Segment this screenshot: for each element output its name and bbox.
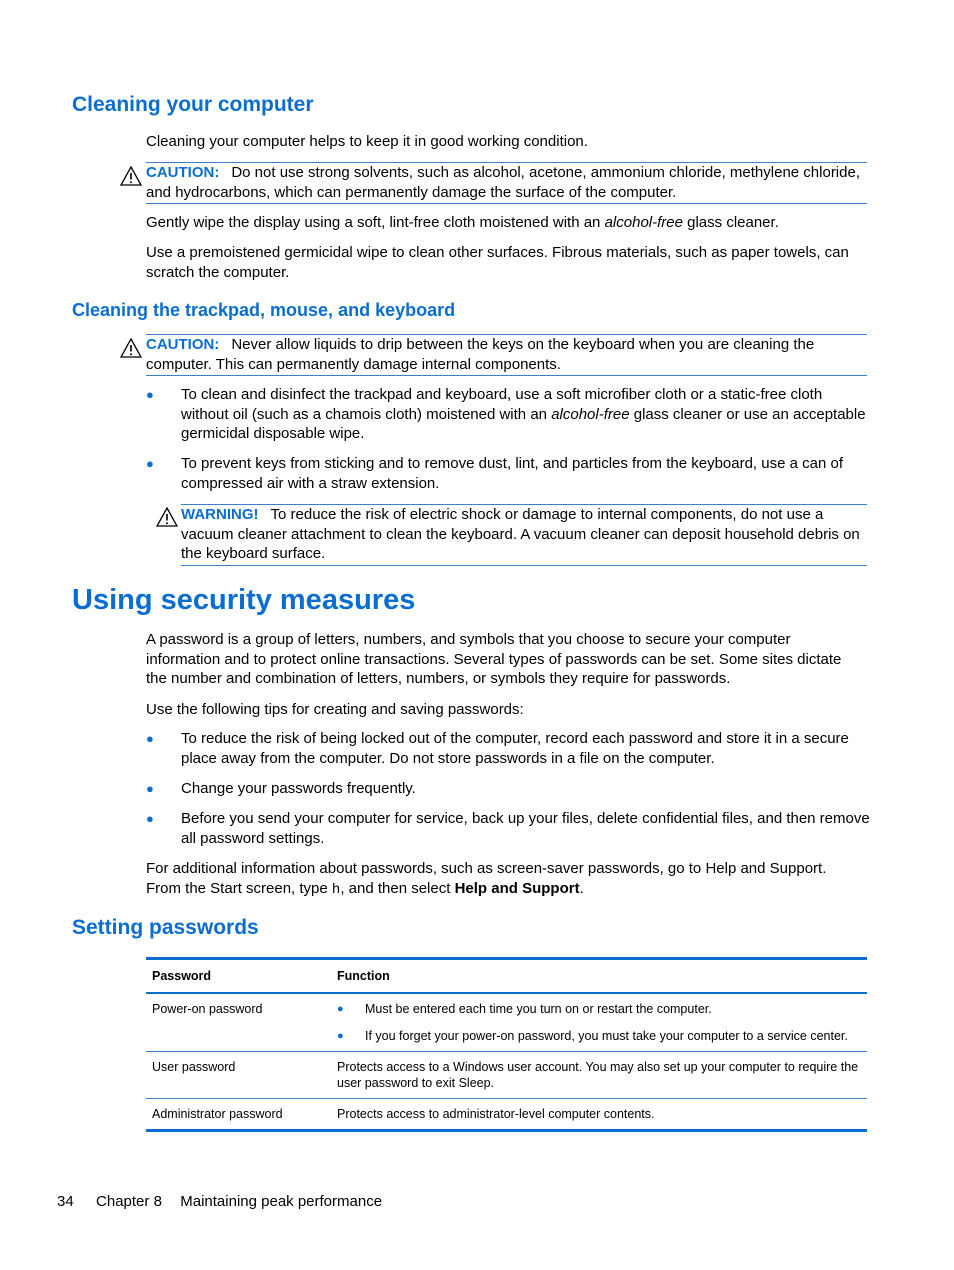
- list-item: [337, 1028, 861, 1044]
- table-row: [146, 1099, 867, 1131]
- warning-icon: [156, 507, 178, 527]
- caution-text: Do not use strong solvents, such as alcohol, acetone, ammonium chloride, methylene chloride, and hydrocarbons, which can permanently damage the surface of the computer.: [146, 164, 860, 201]
- warning-note-vacuum: [181, 504, 867, 566]
- bullet-icon: ●: [146, 387, 154, 402]
- table-cell-password: User password: [146, 1052, 331, 1099]
- heading-cleaning-your-computer: Cleaning your computer: [72, 93, 314, 116]
- more-info-code: h: [331, 881, 341, 898]
- more-info-text: For additional information about passwords, such as screen-saver passwords, go to Help and Support. From the Start screen, type: [146, 860, 827, 897]
- caution-icon: [120, 338, 142, 358]
- heading-setting-passwords: Setting passwords: [72, 916, 259, 939]
- security-intro: A password is a group of letters, numbers, and symbols that you choose to secure your computer information and to protect online transactions. Several types of passwords can be set. Some sites dictate the number and combination of letters, numbers, or symbols they require for passwords.: [146, 631, 842, 687]
- warning-label: WARNING!: [181, 506, 259, 523]
- column-header-password: Password: [146, 959, 331, 994]
- page-number: 34: [57, 1193, 74, 1210]
- bullet-icon: ●: [146, 456, 154, 471]
- list-item-text: If you forget your power-on password, you must take your computer to a service center.: [365, 1029, 848, 1043]
- germicidal-paragraph: Use a premoistened germicidal wipe to clean other surfaces. Fibrous materials, such as paper towels, can scratch the computer.: [146, 244, 849, 281]
- table-cell-function: Protects access to a Windows user account. You may also set up your computer to require the user password to exit Sleep.: [331, 1052, 867, 1099]
- caution-note-liquids: [146, 334, 867, 376]
- table-cell-function: [331, 993, 867, 1052]
- caution-label: CAUTION:: [146, 336, 220, 353]
- caution-icon: [120, 166, 142, 186]
- more-info-text-mid: , and then select: [340, 879, 455, 897]
- list-item-text-end: glass cleaner or use an acceptable germicidal disposable wipe.: [181, 405, 866, 442]
- list-item: [337, 1001, 861, 1017]
- table-cell-password: Administrator password: [152, 1107, 283, 1121]
- list-item: To prevent keys from sticking and to remove dust, lint, and particles from the keyboard, use a can of compressed air with a straw extension.: [181, 455, 843, 492]
- more-info-text-end: .: [579, 879, 584, 897]
- list-item: Before you send your computer for service, back up your files, delete confidential files, and then remove all password settings.: [181, 810, 870, 847]
- bullet-icon: ●: [146, 731, 154, 746]
- wipe-emphasis: alcohol-free: [604, 214, 683, 231]
- bullet-icon: ●: [337, 1030, 344, 1042]
- warning-text: To reduce the risk of electric shock or damage to internal components, do not use a vacuum cleaner attachment to clean the keyboard. A vacuum cleaner can deposit household debris on the keyboard surface.: [181, 506, 860, 562]
- heading-cleaning-trackpad: Cleaning the trackpad, mouse, and keyboard: [72, 300, 456, 320]
- table-row: [146, 1052, 867, 1099]
- column-header-function: Function: [331, 959, 867, 994]
- table-row: [146, 993, 867, 1052]
- help-and-support-label: Help and Support: [454, 879, 580, 897]
- bullet-icon: ●: [146, 781, 154, 796]
- bullet-icon: ●: [146, 811, 154, 826]
- passwords-table: [146, 957, 867, 1132]
- table-cell-function: Protects access to administrator-level computer contents.: [337, 1107, 655, 1121]
- tips-intro: Use the following tips for creating and saving passwords:: [146, 701, 524, 718]
- list-item-emphasis: alcohol-free: [551, 405, 630, 423]
- list-item-text: To clean and disinfect the trackpad and keyboard, use a soft microfiber cloth or a static-free cloth without oil (such as a chamois cloth) moistened with an: [181, 386, 823, 423]
- table-cell-password: Power-on password: [146, 993, 331, 1052]
- table-header-row: [146, 959, 867, 994]
- list-item: To reduce the risk of being locked out of the computer, record each password and store it in a secure place away from the computer. Do not store passwords in a file on the computer.: [181, 730, 849, 767]
- list-item: Change your passwords frequently.: [181, 780, 416, 797]
- cleaning-intro: Cleaning your computer helps to keep it in good working condition.: [146, 133, 588, 150]
- wipe-text: Gently wipe the display using a soft, lint-free cloth moistened with an: [146, 214, 605, 231]
- wipe-text-end: glass cleaner.: [682, 214, 779, 231]
- list-item-text: Must be entered each time you turn on or restart the computer.: [365, 1002, 712, 1016]
- wipe-display-paragraph: [146, 213, 871, 233]
- caution-text: Never allow liquids to drip between the keys on the keyboard when you are cleaning the computer. This can permanently damage internal components.: [146, 336, 815, 373]
- caution-note-solvents: [146, 162, 867, 204]
- footer-chapter: Chapter 8: [96, 1193, 162, 1210]
- list-item: [181, 385, 871, 444]
- function-list: [337, 1001, 861, 1044]
- page-footer: [57, 1192, 382, 1212]
- heading-using-security-measures: Using security measures: [72, 584, 416, 616]
- caution-label: CAUTION:: [146, 164, 220, 181]
- footer-chapter-title: Maintaining peak performance: [180, 1193, 383, 1210]
- more-info-paragraph: [146, 859, 846, 900]
- bullet-icon: ●: [337, 1003, 344, 1015]
